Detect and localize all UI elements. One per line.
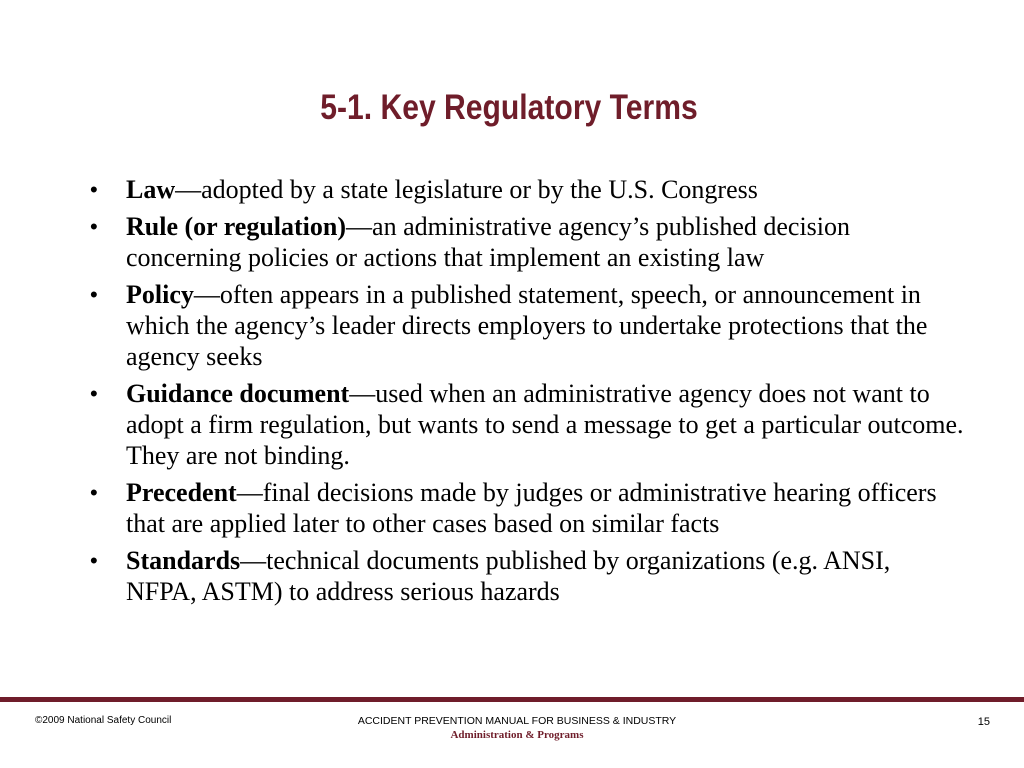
footer-manual-subtitle: Administration & Programs xyxy=(450,729,584,741)
bullet-list xyxy=(84,174,964,613)
bullet-definition: —adopted by a state legislature or by the U.S. Congress xyxy=(175,175,758,204)
bullet-term: Standards xyxy=(126,546,241,575)
bullet-item-guidance-document xyxy=(84,378,964,471)
bullet-definition: —an administrative agency’s published decision concerning policies or actions that implement an existing law xyxy=(126,212,851,272)
bullet-item-policy xyxy=(84,279,964,372)
bullet-item-law xyxy=(84,174,964,205)
bullet-icon: • xyxy=(90,480,98,505)
bullet-icon: • xyxy=(90,282,98,307)
bullet-icon: • xyxy=(90,381,98,406)
bullet-definition: —final decisions made by judges or administrative hearing officers that are applied later to other cases based on similar facts xyxy=(126,478,937,538)
footer-manual-title: ACCIDENT PREVENTION MANUAL FOR BUSINESS & INDUSTRY xyxy=(357,715,677,727)
bullet-term: Guidance document xyxy=(126,379,350,408)
footer-copyright: ©2009 National Safety Council xyxy=(35,715,172,726)
page-number: 15 xyxy=(977,716,990,728)
bullet-icon: • xyxy=(90,177,98,202)
bullet-term: Rule (or regulation) xyxy=(126,212,347,241)
bullet-definition: —used when an administrative agency does not want to adopt a firm regulation, but wants to send a message to get a particular outcome. They are not binding. xyxy=(126,379,964,470)
bullet-term: Precedent xyxy=(126,478,237,507)
bullet-definition: —often appears in a published statement, speech, or announcement in which the agency’s leader directs employers to undertake protections that the agency seeks xyxy=(126,280,928,371)
bullet-icon: • xyxy=(90,548,98,573)
bullet-item-standards xyxy=(84,545,964,607)
bullet-term: Policy xyxy=(126,280,194,309)
bullet-definition: —technical documents published by organizations (e.g. ANSI, NFPA, ASTM) to address serious hazards xyxy=(126,546,891,606)
footer-manual-title-block xyxy=(312,714,722,742)
slide-title: 5-1. Key Regulatory Terms xyxy=(320,88,698,127)
bullet-item-rule xyxy=(84,211,964,273)
bullet-item-precedent xyxy=(84,477,964,539)
footer-divider xyxy=(0,697,1024,702)
bullet-term: Law xyxy=(126,175,176,204)
bullet-icon: • xyxy=(90,214,98,239)
